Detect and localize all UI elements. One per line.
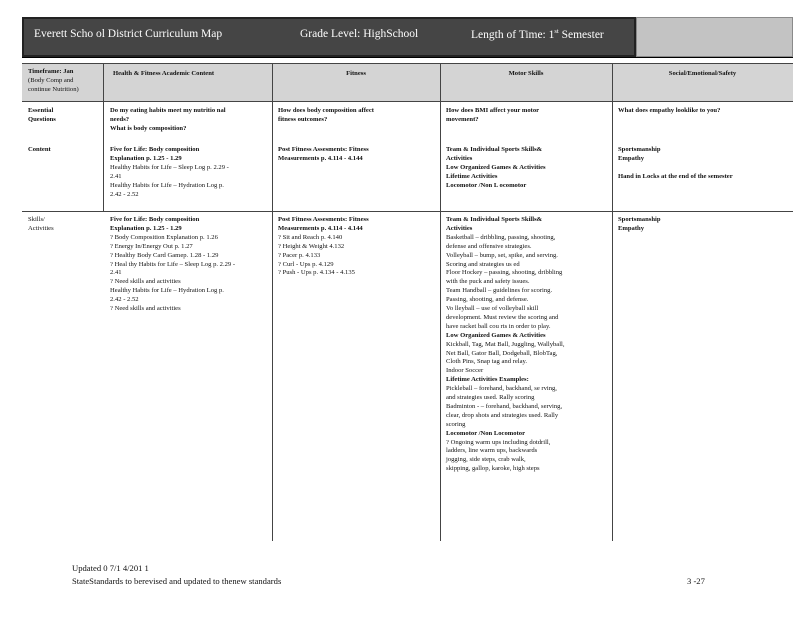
skills-motor-line: Activities (446, 224, 473, 232)
skills-health-line: ? Body Composition Explanation p. 1.26 (110, 233, 218, 241)
content-health-line: 2.42 - 2.52 (110, 190, 139, 198)
content-motor-line: Locomotor /Non L ocomotor (446, 181, 527, 189)
skills-motor-line: Kickball, Tag, Mat Ball, Juggling, Wallyball, (446, 340, 565, 348)
content-motor-line: Activities (446, 154, 473, 162)
skills-motor-line: ladders, line warm ups, backwards (446, 447, 538, 455)
grid-header-bottom (22, 101, 793, 102)
content-motor-line: Team & Individual Sports Skills& (446, 146, 543, 153)
grid-row-divider (22, 211, 793, 212)
content-social-line: Sportsmanship (618, 146, 661, 153)
skills-motor-line: Lifetime Activities Examples: (446, 376, 529, 384)
grid-col-4 (612, 63, 613, 541)
skills-health-line: Healthy Habits for Life – Hydration Log p. (110, 287, 224, 295)
content-fitness-line: Post Fitness Assesments: Fitness (278, 146, 369, 153)
essential-label: Essential (28, 107, 54, 114)
grid-top (22, 63, 793, 64)
skills-motor-line: Badminton - – forehand, backhand, serving, (446, 402, 563, 410)
skills-motor-line: defense and offensive strategies. (446, 242, 532, 250)
skills-fitness-line: Measurements p. 4.114 - 4.144 (278, 224, 363, 232)
skills-motor-line: have racket ball cou rts in order to play. (446, 322, 551, 330)
skills-fitness-line: Post Fitness Assesments: Fitness (278, 216, 369, 223)
skills-motor-line: clear, drop shots and strategies used. Rally (446, 411, 559, 419)
skills-motor-line: with the puck and safety issues. (446, 278, 530, 286)
motor-skills-header: Motor Skills (508, 70, 544, 77)
document-header (22, 17, 636, 57)
content-health-line: Healthy Habits for Life – Sleep Log p. 2.29 - (110, 163, 229, 171)
grid-col-3 (440, 63, 441, 541)
content-motor-line: Low Organized Games & Activities (446, 163, 546, 171)
content-social-line: Empathy (618, 154, 645, 162)
essential-health-line: Do my eating habits meet my nutritio nal (110, 107, 226, 114)
skills-motor-line: jogging, side steps, crab walk, (446, 456, 526, 464)
standards-note: StateStandards to berevised and updated to thenew standards (72, 576, 282, 586)
timeframe-sub-2: continue Nutrition) (28, 86, 79, 93)
health-fitness-header: Health & Fitness Academic Content (113, 70, 215, 77)
skills-motor-line: Pickleball – forehand, backhand, se rving, (446, 385, 557, 393)
length-of-time: Length of Time: 1st Semester (471, 28, 604, 41)
essential-fitness-line: fitness outcomes? (278, 115, 328, 123)
essential-health-line: needs? (110, 115, 130, 123)
skills-health-line: 2.42 - 2.52 (110, 296, 139, 304)
updated-note: Updated 0 7/1 4/201 1 (72, 563, 149, 573)
content-health-line: Explanation p. 1.25 - 1.29 (110, 154, 182, 162)
skills-motor-line: Team Handball – guidelines for scoring. (446, 287, 553, 295)
skills-motor-line: Net Ball, Gator Ball, Dodgeball, BlobTag, (446, 349, 558, 357)
skills-motor-line: Indoor Soccer (446, 367, 484, 375)
timeframe-sub-1: (Body Comp and (28, 77, 74, 84)
skills-motor-line: Vo lleyball – use of volleyball skill (446, 305, 539, 312)
skills-motor-line: Scoring and strategies us ed (446, 260, 520, 268)
header-underline (22, 57, 793, 58)
essential-health-line: What is body composition? (110, 124, 187, 132)
skills-motor-line: development. Must review the scoring and (446, 313, 559, 321)
grid-col-1 (103, 63, 104, 212)
page-number: 3 -27 (687, 576, 705, 586)
content-health-line: 2.41 (110, 172, 122, 180)
essential-motor-line: How does BMI affect your motor (446, 107, 540, 114)
essential-fitness-line: How does body composition affect (278, 107, 374, 114)
essential-motor-line: movement? (446, 115, 479, 123)
skills-fitness-line: ? Pacer p. 4.133 (278, 251, 321, 259)
skills-health-line: ? Need skills and activities (110, 305, 181, 312)
skills-fitness-line: ? Push - Ups p. 4.134 - 4.135 (278, 269, 355, 277)
skills-motor-line: skipping, gallop, karoke, high steps (446, 465, 540, 473)
skills-motor-line: Volleyball – bump, set, spike, and serving. (446, 251, 558, 259)
skills-motor-line: and strategies used. Rally scoring (446, 394, 535, 401)
fitness-header: Fitness (346, 70, 366, 77)
timeframe-header: Timeframe: Jan (28, 68, 74, 75)
skills-motor-line: Low Organized Games & Activities (446, 331, 546, 339)
skills-social-line: Sportsmanship (618, 216, 661, 223)
skills-health-line: 2.41 (110, 269, 122, 277)
skills-motor-line: Cloth Pins, Snap tag and relay. (446, 358, 528, 366)
grid-col-2 (272, 63, 273, 541)
header-gray-box (636, 17, 793, 57)
skills-motor-line: ? Ongoing warm ups including dotdrill, (446, 438, 551, 446)
content-health-line: Healthy Habits for Life – Hydration Log p. (110, 181, 224, 189)
skills-health-line: ? Heal thy Habits for Life – Sleep Log p. 2.29 - (110, 260, 236, 268)
skills-health-line: Five for Life: Body composition (110, 216, 200, 223)
skills-fitness-line: ? Height & Weight 4.132 (278, 242, 345, 250)
skills-motor-line: Passing, shooting, and defense. (446, 296, 529, 304)
skills-health-line: ? Need skills and activities (110, 278, 181, 286)
skills-social-line: Empathy (618, 224, 645, 232)
skills-fitness-line: ? Sit and Reach p. 4.140 (278, 233, 343, 241)
skills-label: Skills/ (28, 216, 45, 223)
skills-label-2: Activities (28, 225, 54, 232)
district-title: Everett Scho ol District Curriculum Map (34, 28, 223, 40)
skills-fitness-line: ? Curl - Ups p. 4.129 (278, 260, 334, 268)
content-fitness-line: Measurements p. 4.114 - 4.144 (278, 154, 363, 162)
content-label: Content (28, 146, 51, 153)
skills-motor-line: scoring (446, 420, 466, 428)
skills-health-line: ? Healthy Body Card Gamep. 1.28 - 1.29 (110, 251, 219, 259)
essential-social-line: What does empathy looklike to you? (618, 107, 721, 114)
skills-health-line: ? Energy In/Energy Out p. 1.27 (110, 242, 193, 250)
content-motor-line: Lifetime Activities (446, 172, 498, 180)
skills-health-line: Explanation p. 1.25 - 1.29 (110, 224, 182, 232)
skills-motor-line: Floor Hockey – passing, shooting, dribbling (446, 269, 563, 277)
skills-motor-line: Team & Individual Sports Skills& (446, 216, 543, 223)
grade-level: Grade Level: HighSchool (300, 28, 419, 40)
essential-label-2: Questions (28, 116, 56, 123)
social-emotional-header: Social/Emotional/Safety (668, 70, 737, 77)
skills-motor-line: Locomotor /Non Locomotor (446, 429, 525, 437)
content-health-line: Five for Life: Body composition (110, 146, 200, 153)
content-social-line: Hand in Locks at the end of the semester (618, 172, 733, 180)
skills-motor-line: Basketball – dribbling, passing, shooting, (446, 233, 556, 241)
